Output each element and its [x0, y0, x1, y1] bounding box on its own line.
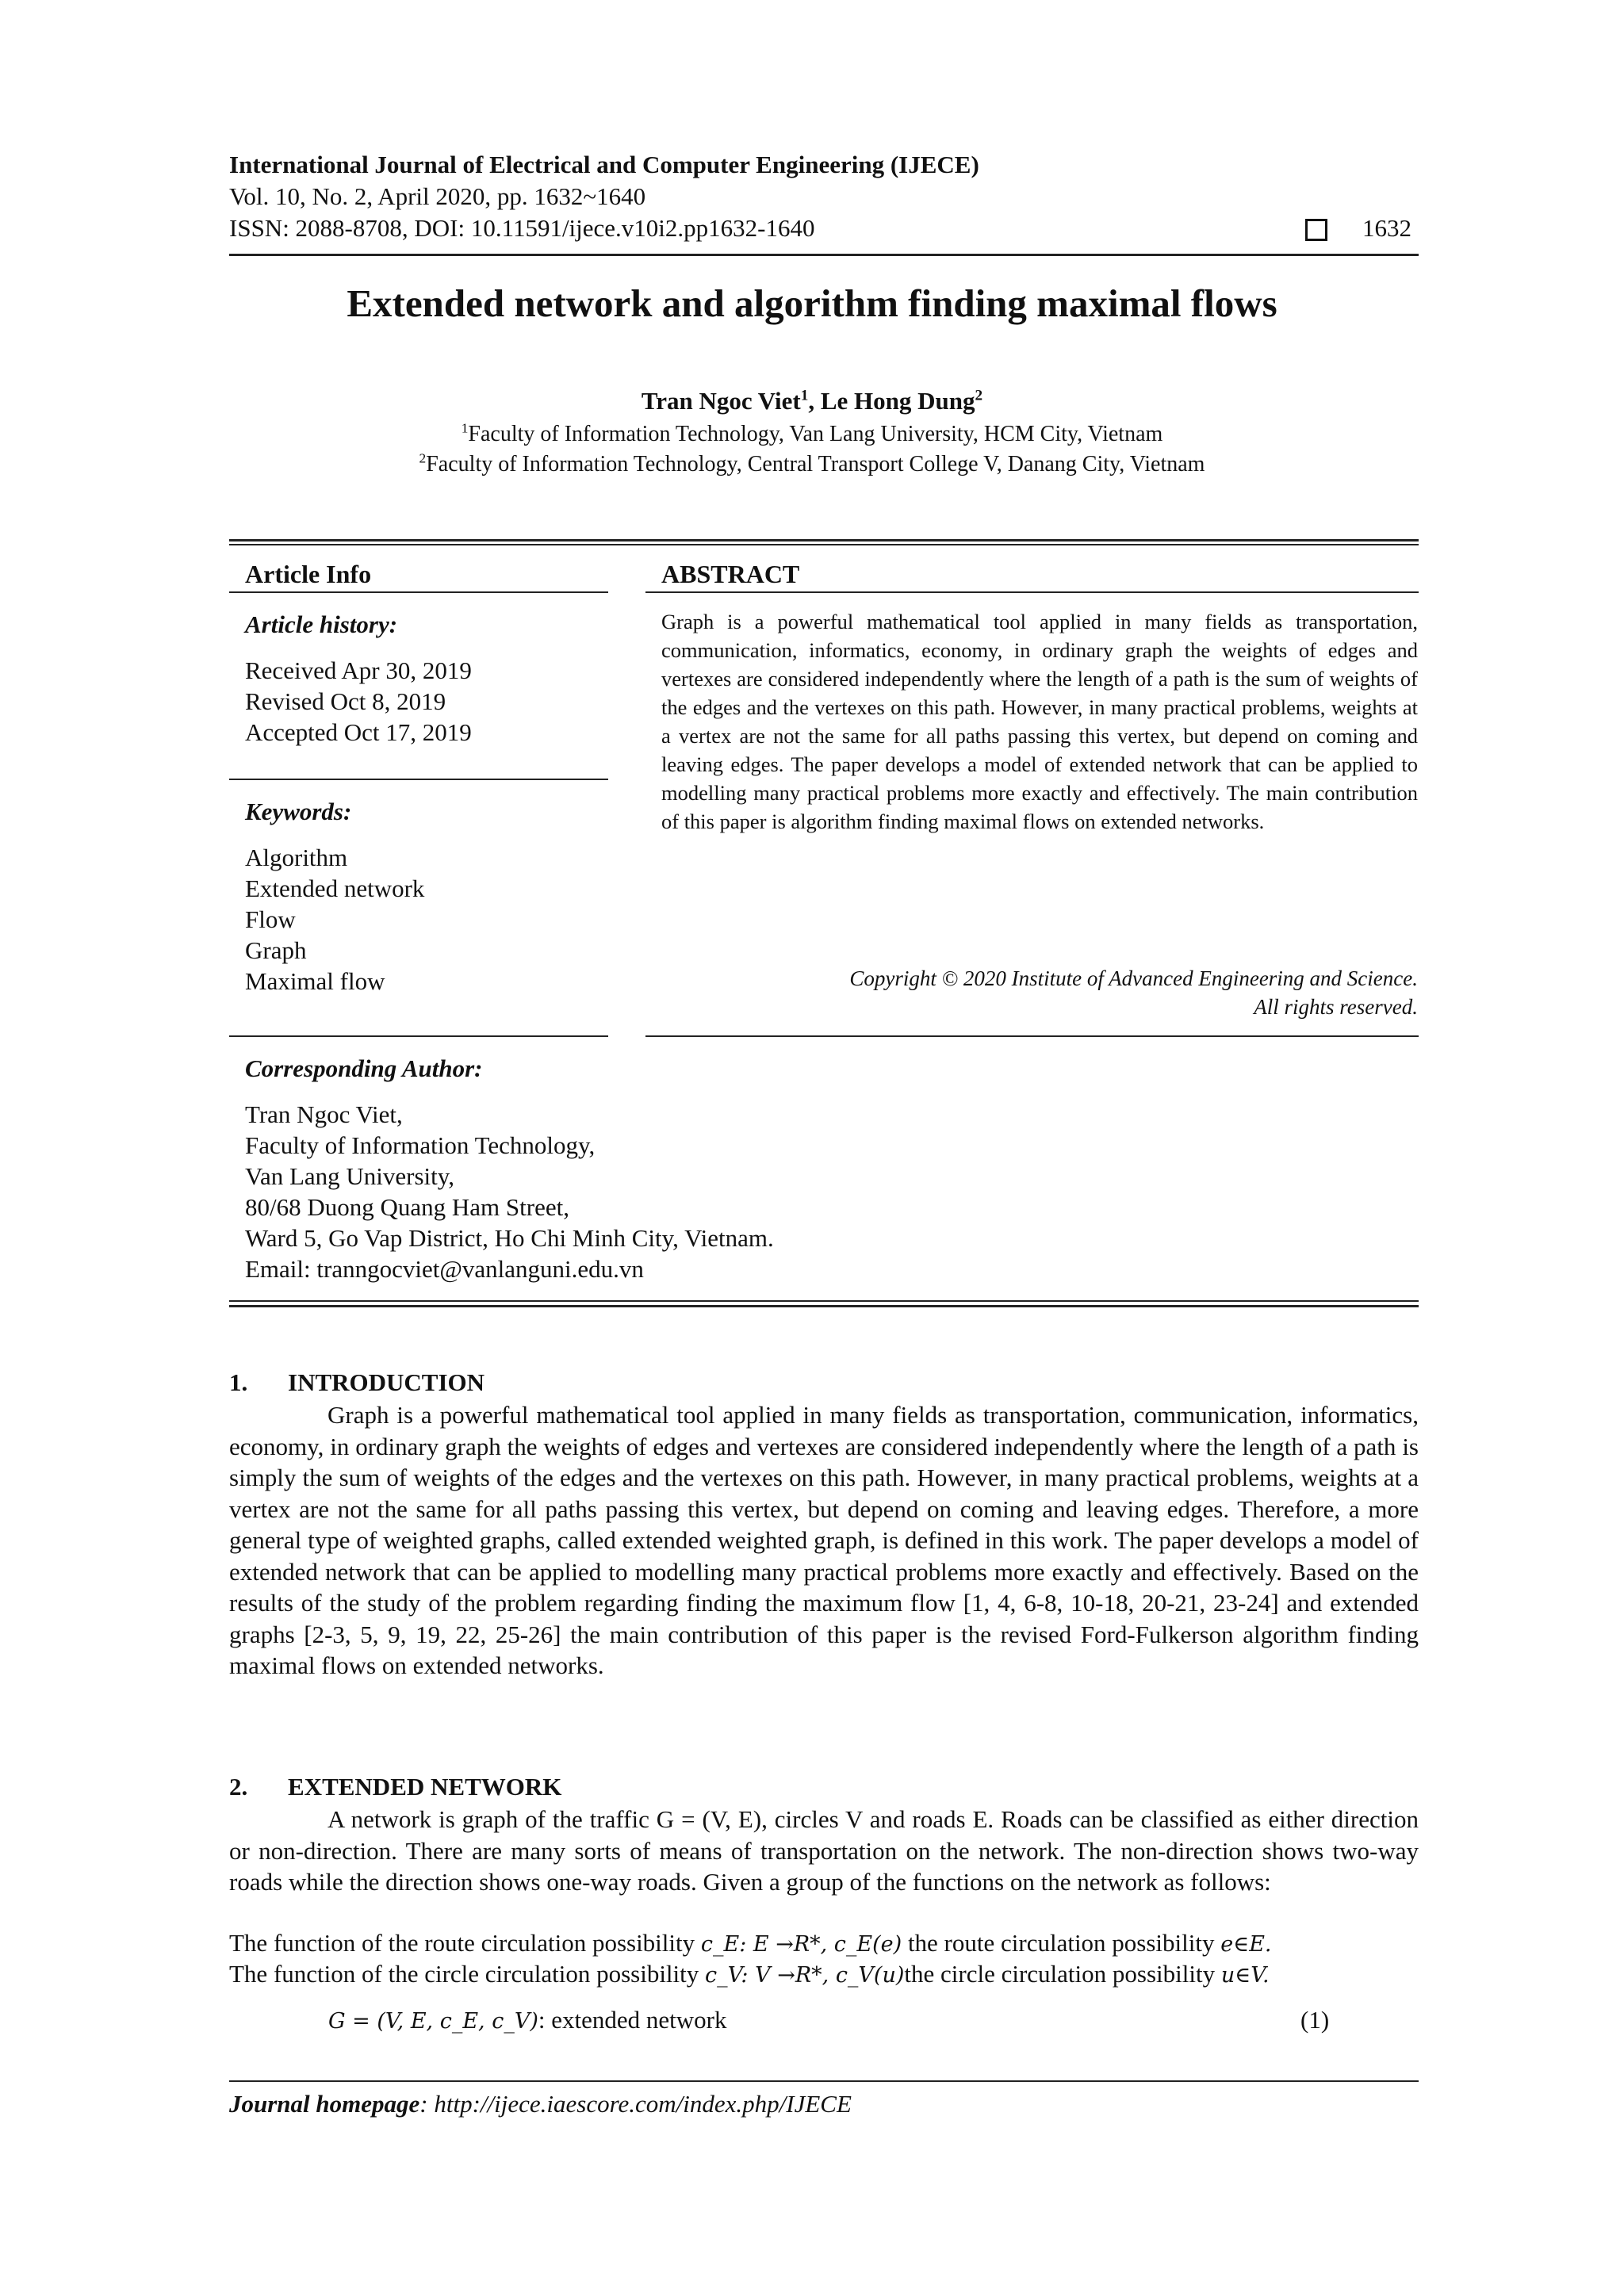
- circle-function-line: [229, 1960, 1270, 1988]
- page-number: 1632: [1362, 214, 1411, 242]
- copyright-line-2: All rights reserved.: [1254, 995, 1418, 1019]
- history-heading: Article history:: [245, 610, 398, 638]
- route-function-mid: the route circulation possibility: [902, 1929, 1221, 1957]
- journal-homepage: [229, 2090, 852, 2118]
- section-heading-extended-network: [229, 1773, 561, 1801]
- equation-1-text: : extended network: [538, 2006, 727, 2034]
- circle-function-domain: u∈V.: [1220, 1963, 1270, 1988]
- abstract-heading: ABSTRACT: [661, 560, 800, 588]
- circle-function-prefix: The function of the circle circulation possibility: [229, 1960, 706, 1988]
- affiliation-2-sup: 2: [419, 450, 427, 466]
- author-separator: ,: [808, 387, 821, 415]
- abstract-text: Graph is a powerful mathematical tool applied in many fields as transportation, communication, informatics, economy, in ordinary graph the weights of edges and vertexes are considered independently where the length of a path is the sum of weights of the edges and the vertexes on this path. However, in many practical problems, weights at a vertex are not the same for all paths passing this vertex, but depend on coming and leaving edges. The paper develops a model of extended network that can be applied to modelling many practical problems more exactly and effectively. The main contribution of this paper is algorithm finding maximal flows on extended networks.: [661, 610, 1418, 833]
- infobox-top-rule-2: [229, 544, 1419, 545]
- issn-line: ISSN: 2088-8708, DOI: 10.11591/ijece.v10i2.pp1632-1640: [229, 214, 815, 242]
- affiliation-1-text: Faculty of Information Technology, Van Lang University, HCM City, Vietnam: [468, 422, 1163, 446]
- author-1-sup: 1: [800, 387, 809, 404]
- route-function-math: c_E: E →R*, c_E(e): [700, 1932, 902, 1957]
- section-title: EXTENDED NETWORK: [288, 1773, 562, 1800]
- header-rule: [229, 254, 1419, 256]
- volume-line: Vol. 10, No. 2, April 2020, pp. 1632~1640: [229, 182, 646, 210]
- author-2: Le Hong Dung: [820, 387, 975, 415]
- equation-1-math: G = (V, E, c_E, c_V): [328, 2009, 538, 2034]
- paper-title: Extended network and algorithm finding maximal flows: [347, 281, 1277, 325]
- route-function-line: [229, 1929, 1272, 1957]
- article-info-heading: Article Info: [245, 560, 372, 588]
- infobox-bottom-rule-2: [229, 1305, 1419, 1307]
- corresponding-line: Van Lang University,: [245, 1162, 455, 1190]
- infobox-bottom-rule: [229, 1300, 1419, 1302]
- keyword-item: Extended network: [245, 874, 425, 902]
- copyright-line-1: Copyright © 2020 Institute of Advanced Engineering and Science.: [849, 966, 1418, 990]
- history-revised: Revised Oct 8, 2019: [245, 687, 446, 715]
- keywords-heading: Keywords:: [245, 798, 352, 825]
- abstract-rule: [645, 591, 1419, 593]
- journal-name: International Journal of Electrical and Computer Engineering (IJECE): [229, 151, 979, 178]
- keyword-item: Graph: [245, 936, 307, 964]
- equation-1-number: (1): [1300, 2006, 1330, 2034]
- page-box-icon: [1305, 219, 1327, 241]
- route-function-domain: e∈E.: [1220, 1932, 1272, 1957]
- circle-function-math: c_V: V →R*, c_V(u): [705, 1963, 905, 1988]
- section-title: INTRODUCTION: [288, 1368, 485, 1396]
- keywords-rule: [229, 1035, 608, 1037]
- history-accepted: Accepted Oct 17, 2019: [245, 718, 472, 746]
- copyright-notice: [661, 964, 1418, 1021]
- history-received: Received Apr 30, 2019: [245, 656, 472, 684]
- introduction-paragraph: Graph is a powerful mathematical tool applied in many fields as transportation, communication, informatics, economy, in ordinary graph the weights of edges and vertexes are considered independently where the length of a path is simply the sum of weights of the edges and the vertexes on this path. However, in many practical problems, weights at a vertex are not the same for all paths passing this vertex, but depend on coming and leaving edges. Therefore, a more general type of weighted graphs, called extended weighted graph, is defined in this work. The paper develops a model of extended network that can be applied to modelling many practical problems more exactly and effectively. Based on the results of the study of the problem regarding finding the maximum flow [1, 4, 6-8, 10-18, 20-21, 23-24] and extended graphs [2-3, 5, 9, 19, 22, 25-26] the main contribution of this paper is the revised Ford-Fulkerson algorithm finding maximal flows on extended networks.: [229, 1401, 1419, 1679]
- abstract-bottom-rule: [645, 1035, 1419, 1037]
- corresponding-line: Tran Ngoc Viet,: [245, 1100, 403, 1128]
- extended-network-paragraph: A network is graph of the traffic G = (V, E), circles V and roads E. Roads can be classified as either direction or non-direction. There are many sorts of means of transportation on the network. The non-direction shows two-way roads while the direction shows one-way roads. Given a group of the functions on the network as follows:: [229, 1805, 1419, 1896]
- author-line: [0, 387, 1624, 415]
- circle-function-mid: the circle circulation possibility: [904, 1960, 1221, 1988]
- article-info-rule: [229, 591, 608, 593]
- affiliation-2: [0, 452, 1624, 477]
- journal-homepage-link[interactable]: : http://ijece.iaescore.com/index.php/IJECE: [419, 2090, 852, 2118]
- author-2-sup: 2: [975, 387, 983, 404]
- author-1: Tran Ngoc Viet: [641, 387, 801, 415]
- footer-rule: [229, 2080, 1419, 2082]
- infobox-top-rule: [229, 539, 1419, 541]
- section-number: 2.: [229, 1773, 248, 1800]
- corresponding-email: Email: tranngocviet@vanlanguni.edu.vn: [245, 1255, 644, 1283]
- affiliation-1: [0, 422, 1624, 447]
- corresponding-heading: Corresponding Author:: [245, 1054, 483, 1082]
- section-number: 1.: [229, 1368, 248, 1396]
- affiliation-2-text: Faculty of Information Technology, Central Transport College V, Danang City, Vietnam: [426, 452, 1205, 476]
- keyword-item: Maximal flow: [245, 967, 385, 995]
- keyword-item: Algorithm: [245, 844, 348, 871]
- journal-homepage-label: Journal homepage: [229, 2090, 420, 2118]
- equation-1: [328, 2006, 726, 2034]
- corresponding-line: 80/68 Duong Quang Ham Street,: [245, 1193, 569, 1221]
- corresponding-line: Ward 5, Go Vap District, Ho Chi Minh City, Vietnam.: [245, 1224, 774, 1252]
- history-rule: [229, 779, 608, 780]
- section-heading-introduction: [229, 1368, 485, 1397]
- keyword-item: Flow: [245, 905, 296, 933]
- affiliation-1-sup: 1: [461, 420, 469, 436]
- corresponding-line: Faculty of Information Technology,: [245, 1131, 596, 1159]
- route-function-prefix: The function of the route circulation possibility: [229, 1929, 701, 1957]
